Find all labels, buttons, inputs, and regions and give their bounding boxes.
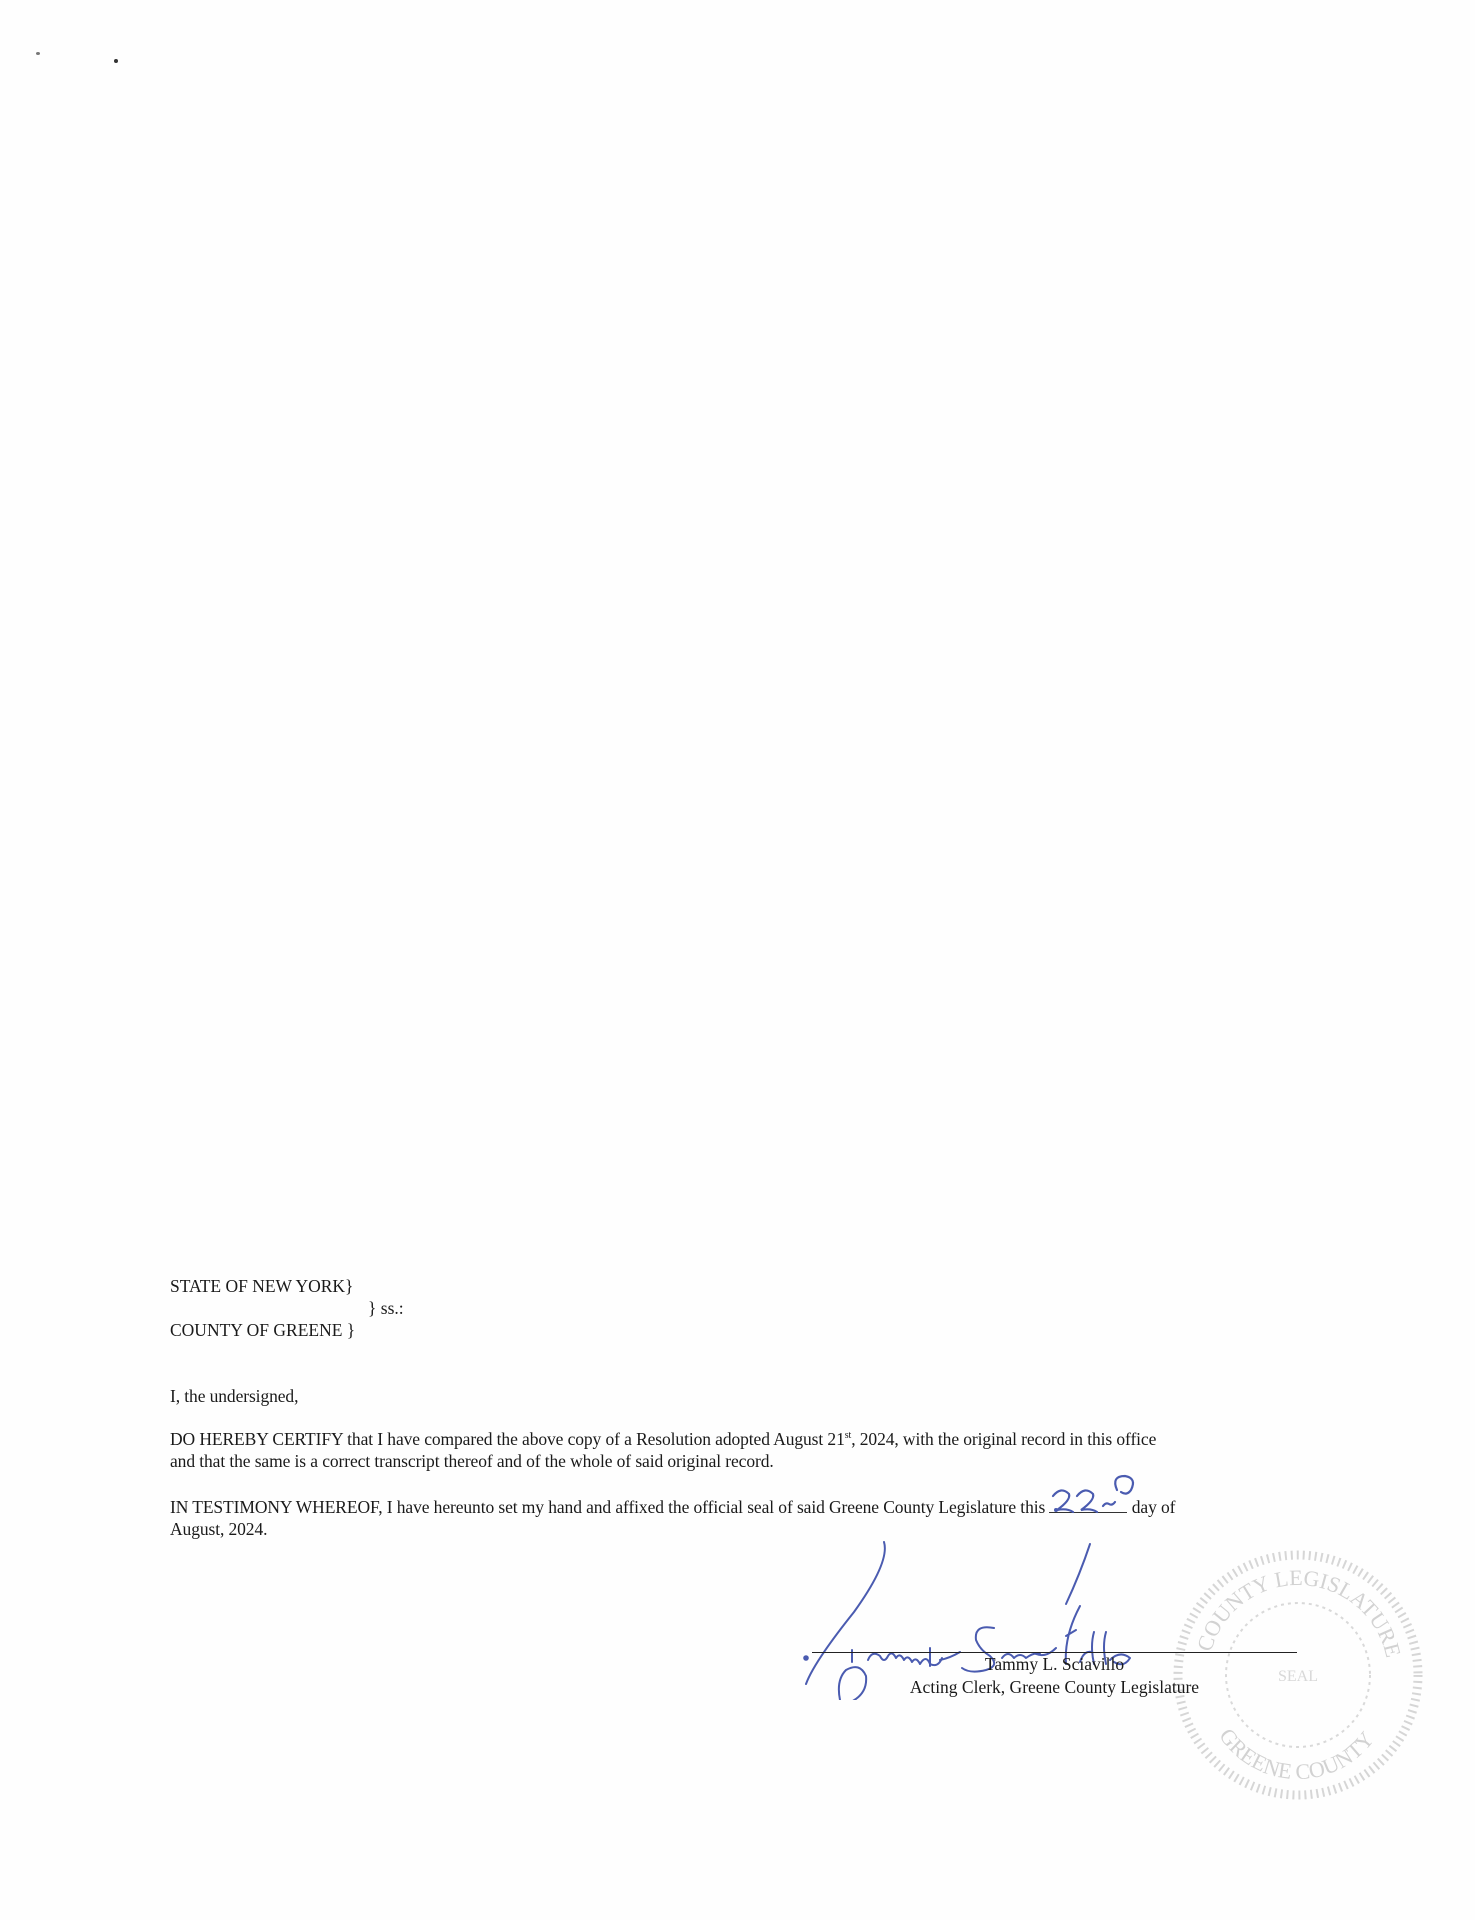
- signer-title: Acting Clerk, Greene County Legislature: [909, 1677, 1200, 1697]
- intro-text: I, the undersigned,: [170, 1386, 299, 1406]
- signer-name: Tammy L. Sciavillo: [984, 1654, 1125, 1674]
- certify-line-1-pre: DO HEREBY CERTIFY that I have compared the above copy of a Resolution adopted August 21: [170, 1429, 845, 1449]
- handwritten-day: [1047, 1472, 1157, 1520]
- day-blank: [1049, 1498, 1127, 1513]
- scan-artifact: [36, 52, 40, 55]
- certify-line-2: and that the same is a correct transcript thereof and of the whole of said original record.: [170, 1451, 774, 1471]
- signature-line: [812, 1652, 1297, 1653]
- ordinal-suffix: st: [844, 1430, 852, 1441]
- seal-center-text: SEAL: [1278, 1668, 1318, 1685]
- testimony-line-1-post: day of: [1131, 1497, 1176, 1517]
- certify-line-1: [170, 1429, 1156, 1450]
- venue-county: COUNTY OF GREENE }: [170, 1320, 356, 1340]
- handwritten-signature: [780, 1540, 1300, 1700]
- seal-top-text: COUNTY LEGISLATURE: [1191, 1564, 1407, 1660]
- certify-line-1-post: , 2024, with the original record in this office: [851, 1429, 1157, 1449]
- testimony-line-1: [170, 1497, 1175, 1518]
- testimony-line-2: August, 2024.: [170, 1519, 268, 1539]
- venue-ss: } ss.:: [368, 1298, 404, 1318]
- scan-artifact: [114, 59, 118, 63]
- seal-bottom-text: GREENE COUNTY: [1214, 1723, 1379, 1785]
- testimony-line-1-pre: IN TESTIMONY WHEREOF, I have hereunto set my hand and affixed the official seal of said Greene County Legislature this: [170, 1497, 1046, 1517]
- venue-state: STATE OF NEW YORK}: [170, 1276, 354, 1296]
